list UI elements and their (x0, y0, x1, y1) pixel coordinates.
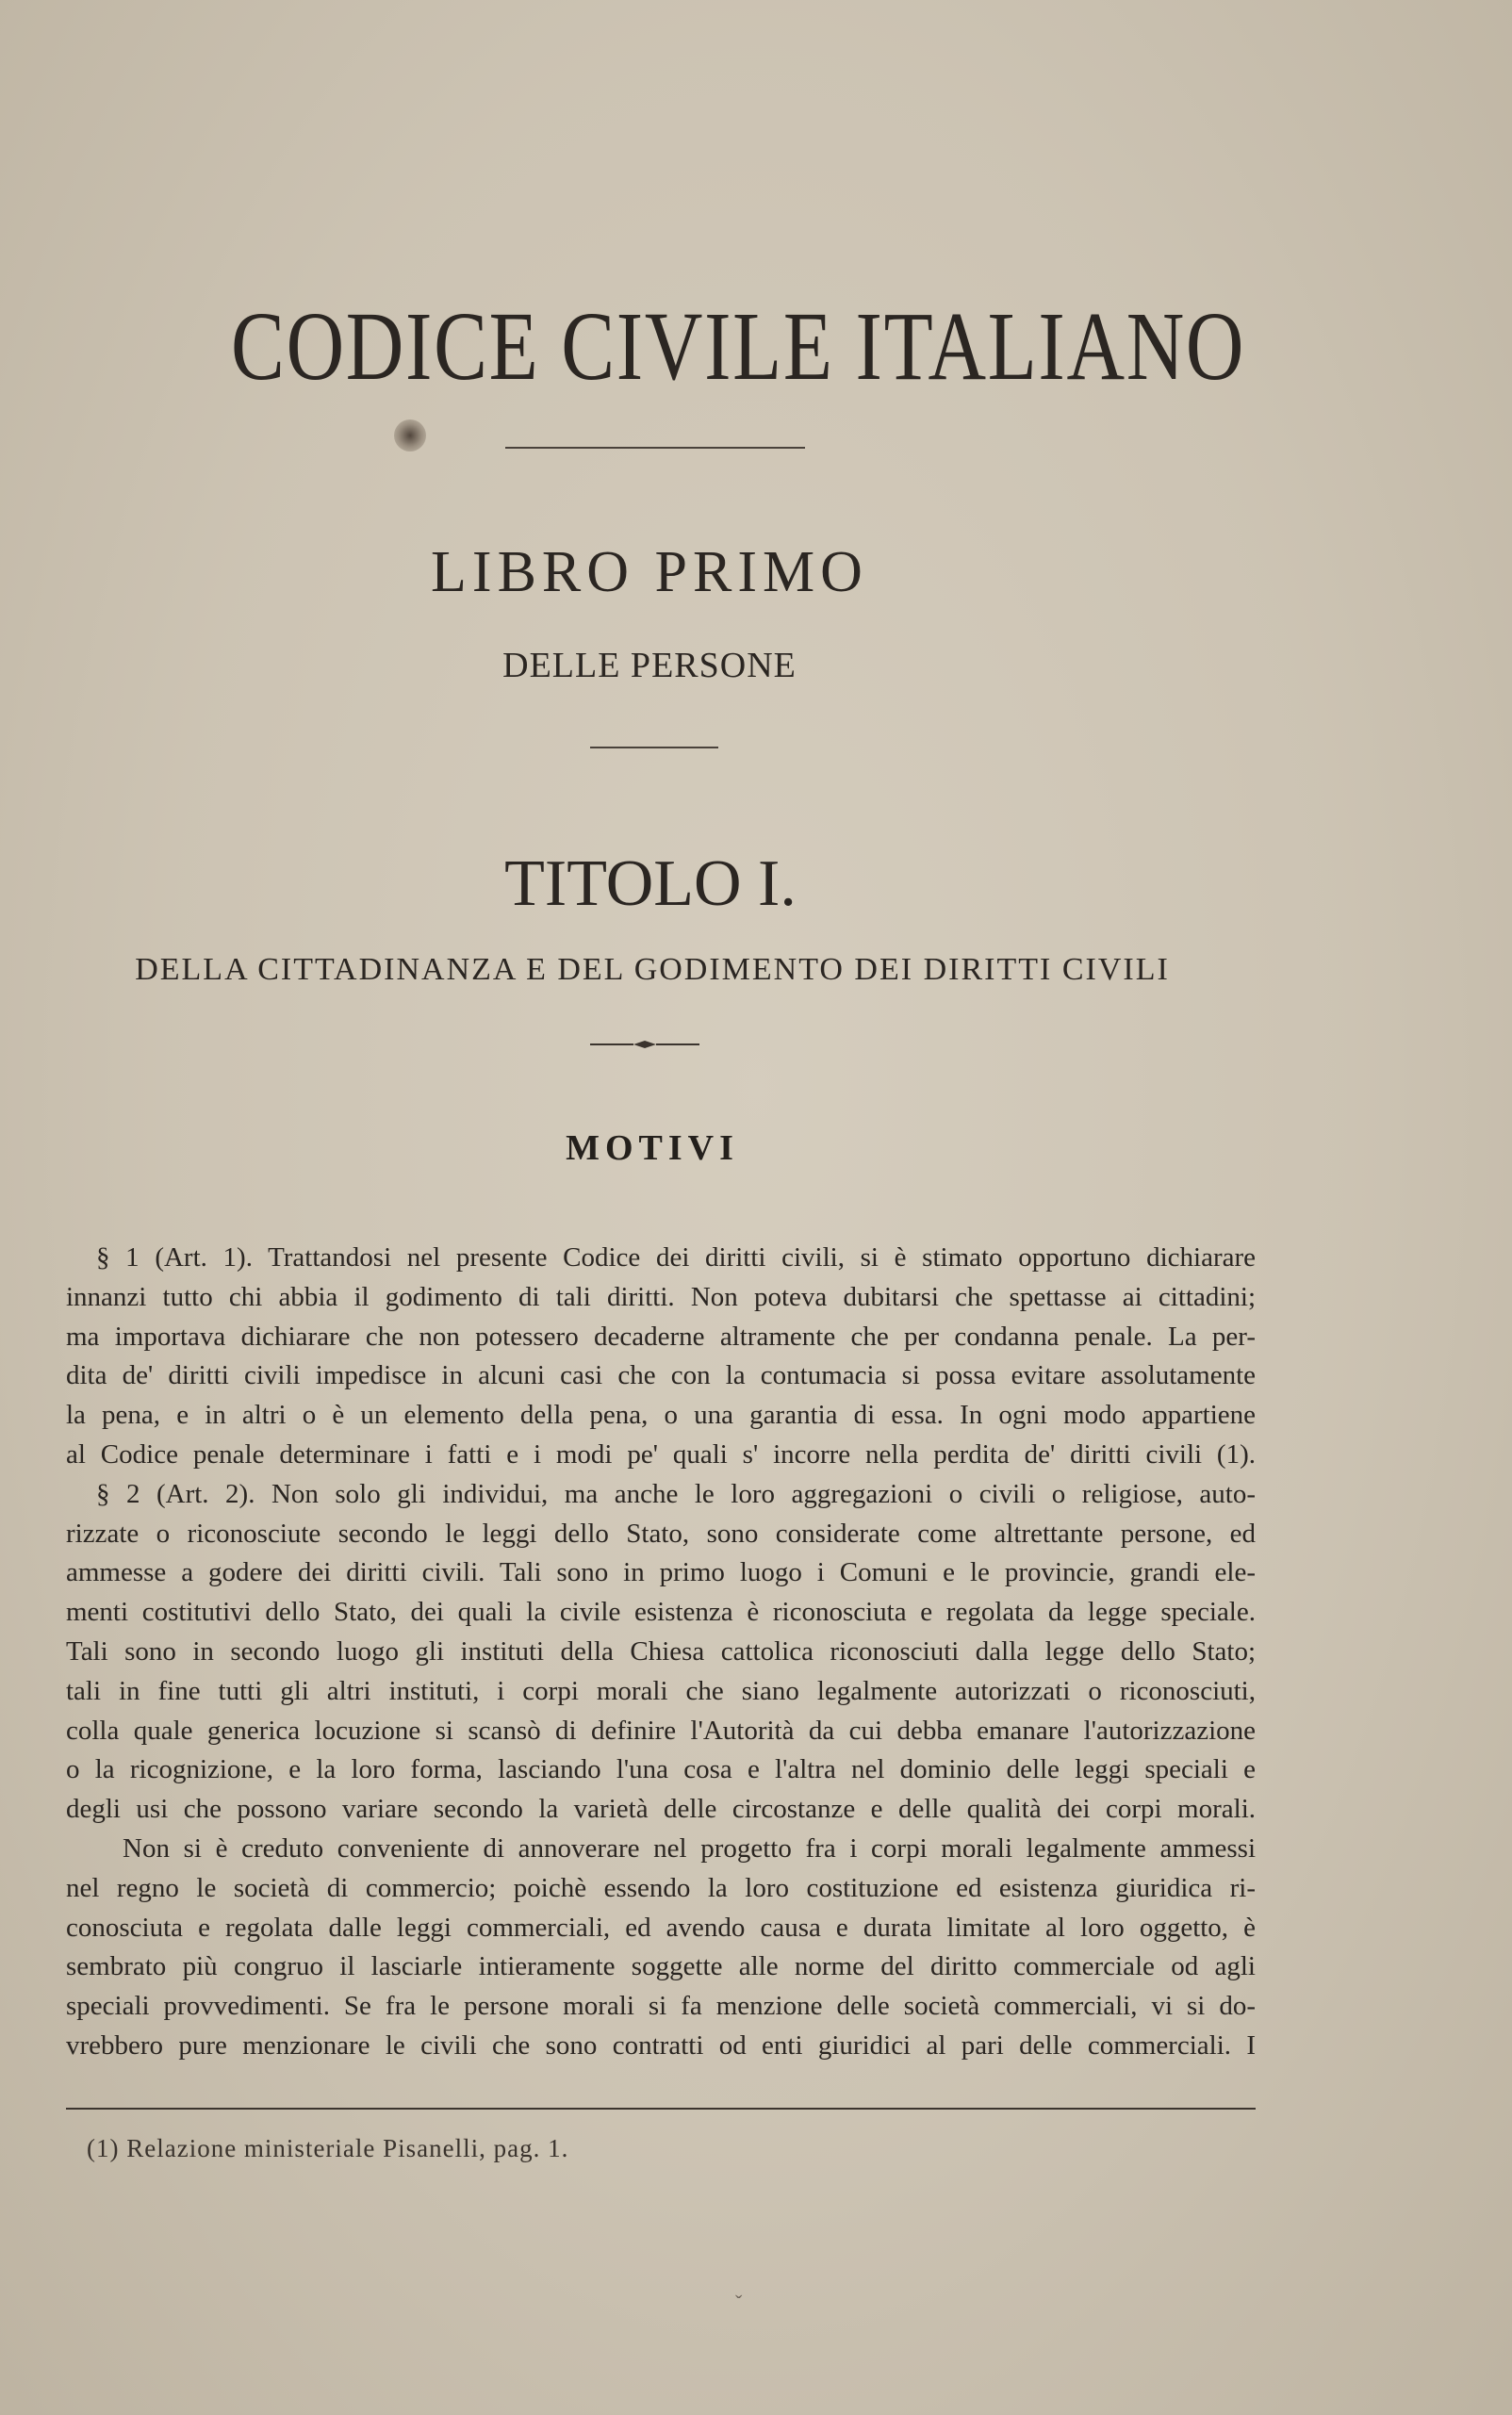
page-mark: ˇ (735, 2291, 743, 2314)
text-line: ammesse a godere dei diritti civili. Tali sono in primo luogo i Comuni e le provincie, grandi ele- (66, 1557, 1256, 1588)
footnote-rule (66, 2108, 1256, 2110)
text-line: colla quale generica locuzione si scansò di definire l'Autorità da cui debba emanare l'autorizzazione (66, 1715, 1256, 1746)
text-line: ma importava dichiarare che non potessero decaderne altramente che per condanna penale. La per- (66, 1321, 1256, 1352)
text-line: al Codice penale determinare i fatti e i modi pe' quali s' incorre nella perdita de' diritti civili (1). (66, 1438, 1256, 1470)
text-line: § 2 (Art. 2). Non solo gli individui, ma anche le loro aggregazioni o civili o religiose, auto- (96, 1478, 1256, 1509)
text-line: § 1 (Art. 1). Trattandosi nel presente Codice dei diritti civili, si è stimato opportuno dichiarare (96, 1242, 1256, 1273)
text-line: Tali sono in secondo luogo gli instituti della Chiesa cattolica riconosciuti dalla legge dello Stato; (66, 1635, 1256, 1667)
body-text (66, 1239, 1256, 2066)
ornament-divider (590, 1035, 699, 1054)
text-line: tali in fine tutti gli altri instituti, i corpi morali che siano legalmente autorizzati o riconosciuti, (66, 1675, 1256, 1706)
text-line: dita de' diritti civili impedisce in alcuni casi che con la contumacia si possa evitare assolutamente (66, 1360, 1256, 1391)
text-line: speciali provvedimenti. Se fra le persone morali si fa menzione delle società commerciali, vi si do- (66, 1991, 1256, 2022)
text-line: innanzi tutto chi abbia il godimento di tali diritti. Non poteva dubitarsi che spettasse ai cittadini; (66, 1281, 1256, 1312)
text-line: sembrato più congruo il lasciarle intieramente soggette alle norme del diritto commerciale od agli (66, 1951, 1256, 1982)
text-line: conosciuta e regolata dalle leggi commerciali, ed avendo causa e durata limitate al loro oggetto, è (66, 1912, 1256, 1943)
text-line: la pena, e in altri o è un elemento della pena, o una garantia di essa. In ogni modo appartiene (66, 1400, 1256, 1431)
text-line: vrebbero pure menzionare le civili che sono contratti od enti giuridici al pari delle commerciali. I (66, 2029, 1256, 2061)
book-heading: LIBRO PRIMO (431, 540, 868, 604)
text-line: menti costitutivi dello Stato, dei quali la civile esistenza è riconosciuta e regolata da legge speciale. (66, 1597, 1256, 1628)
title-subtitle: DELLA CITTADINANZA E DEL GODIMENTO DEI DIRITTI CIVILI (135, 952, 1170, 987)
ink-stain (394, 419, 426, 452)
text-line: o la ricognizione, e la loro forma, lasciando l'una cosa e l'altra nel dominio delle leggi speciali e (66, 1754, 1256, 1785)
text-line: rizzate o riconosciute secondo le leggi dello Stato, sono considerate come altrettante persone, ed (66, 1518, 1256, 1549)
title-rule (505, 447, 805, 449)
main-title: CODICE CIVILE ITALIANO (231, 292, 1246, 401)
title-heading: TITOLO I. (504, 847, 797, 920)
text-line: nel regno le società di commercio; poichè essendo la loro costituzione ed esistenza giuridica ri- (66, 1872, 1256, 1903)
text-line: Non si è creduto conveniente di annoverare nel progetto fra i corpi morali legalmente ammessi (123, 1832, 1256, 1864)
section-heading: MOTIVI (566, 1128, 739, 1168)
book-rule (590, 747, 718, 748)
book-subtitle: DELLE PERSONE (502, 646, 797, 685)
text-line: degli usi che possono variare secondo la varietà delle circostanze e delle qualità dei corpi morali. (66, 1794, 1256, 1825)
footnote: (1) Relazione ministeriale Pisanelli, pag. 1. (87, 2134, 569, 2162)
